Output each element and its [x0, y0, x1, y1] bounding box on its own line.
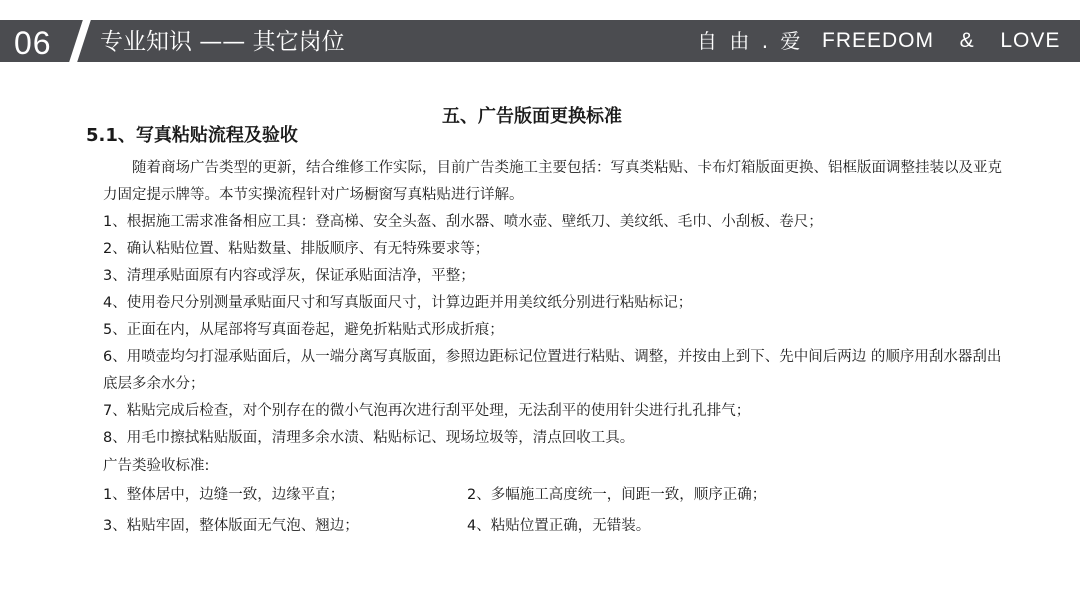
acceptance-title: 广告类验收标准: — [103, 458, 210, 474]
acceptance-item: 1、整体居中，边缝一致，边缘平直； — [103, 487, 345, 503]
header-title: 专业知识 —— 其它岗位 — [100, 29, 345, 55]
main-heading: 五、广告版面更换标准 — [442, 106, 622, 127]
header-motto-cn: 自 由 . 爱 — [697, 29, 804, 53]
header-divider-slash — [69, 20, 91, 62]
step-item: 3、清理承贴面原有内容或浮灰，保证承贴面洁净，平整； — [103, 268, 475, 284]
intro-paragraph: 随着商场广告类型的更新，结合维修工作实际，目前广告类施工主要包括：写真类粘贴、卡布灯箱版面更换、铝框版面调整挂装以及亚克力固定提示牌等。本节实操流程针对广场橱窗写真粘贴进行详解。 — [103, 160, 1002, 203]
acceptance-row — [103, 480, 1003, 511]
step-item: 2、确认粘贴位置、粘贴数量、排版顺序、有无特殊要求等； — [103, 241, 490, 257]
acceptance-item: 2、多幅施工高度统一，间距一致，顺序正确； — [467, 487, 767, 503]
section-number: 06 — [14, 25, 52, 61]
acceptance-item: 3、粘贴牢固，整体版面无气泡、翘边； — [103, 518, 359, 534]
sub-heading: 5.1、写真粘贴流程及验收 — [86, 125, 298, 146]
header-bar — [0, 20, 1080, 62]
body-content — [103, 155, 1003, 542]
step-item: 7、粘贴完成后检查，对个别存在的微小气泡再次进行刮平处理，无法刮平的使用针尖进行扎孔排气； — [103, 403, 751, 419]
acceptance-row — [103, 511, 1003, 542]
step-item: 1、根据施工需求准备相应工具：登高梯、安全头盔、刮水器、喷水壶、壁纸刀、美纹纸、毛巾、小刮板、卷尺； — [103, 214, 823, 230]
step-item: 4、使用卷尺分别测量承贴面尺寸和写真版面尺寸，计算边距并用美纹纸分别进行粘贴标记； — [103, 295, 693, 311]
step-item: 5、正面在内，从尾部将写真面卷起，避免折粘贴式形成折痕； — [103, 322, 504, 338]
header-motto-en: FREEDOM & LOVE — [822, 29, 1061, 52]
step-item: 8、用毛巾擦拭粘贴版面，清理多余水渍、粘贴标记、现场垃圾等，清点回收工具。 — [103, 430, 635, 446]
step-item: 6、用喷壶均匀打湿承贴面后，从一端分离写真版面，参照边距标记位置进行粘贴、调整，并按由上到下、先中间后两边 的顺序用刮水器刮出底层多余水分； — [103, 349, 1002, 392]
acceptance-item: 4、粘贴位置正确，无错装。 — [467, 518, 651, 534]
